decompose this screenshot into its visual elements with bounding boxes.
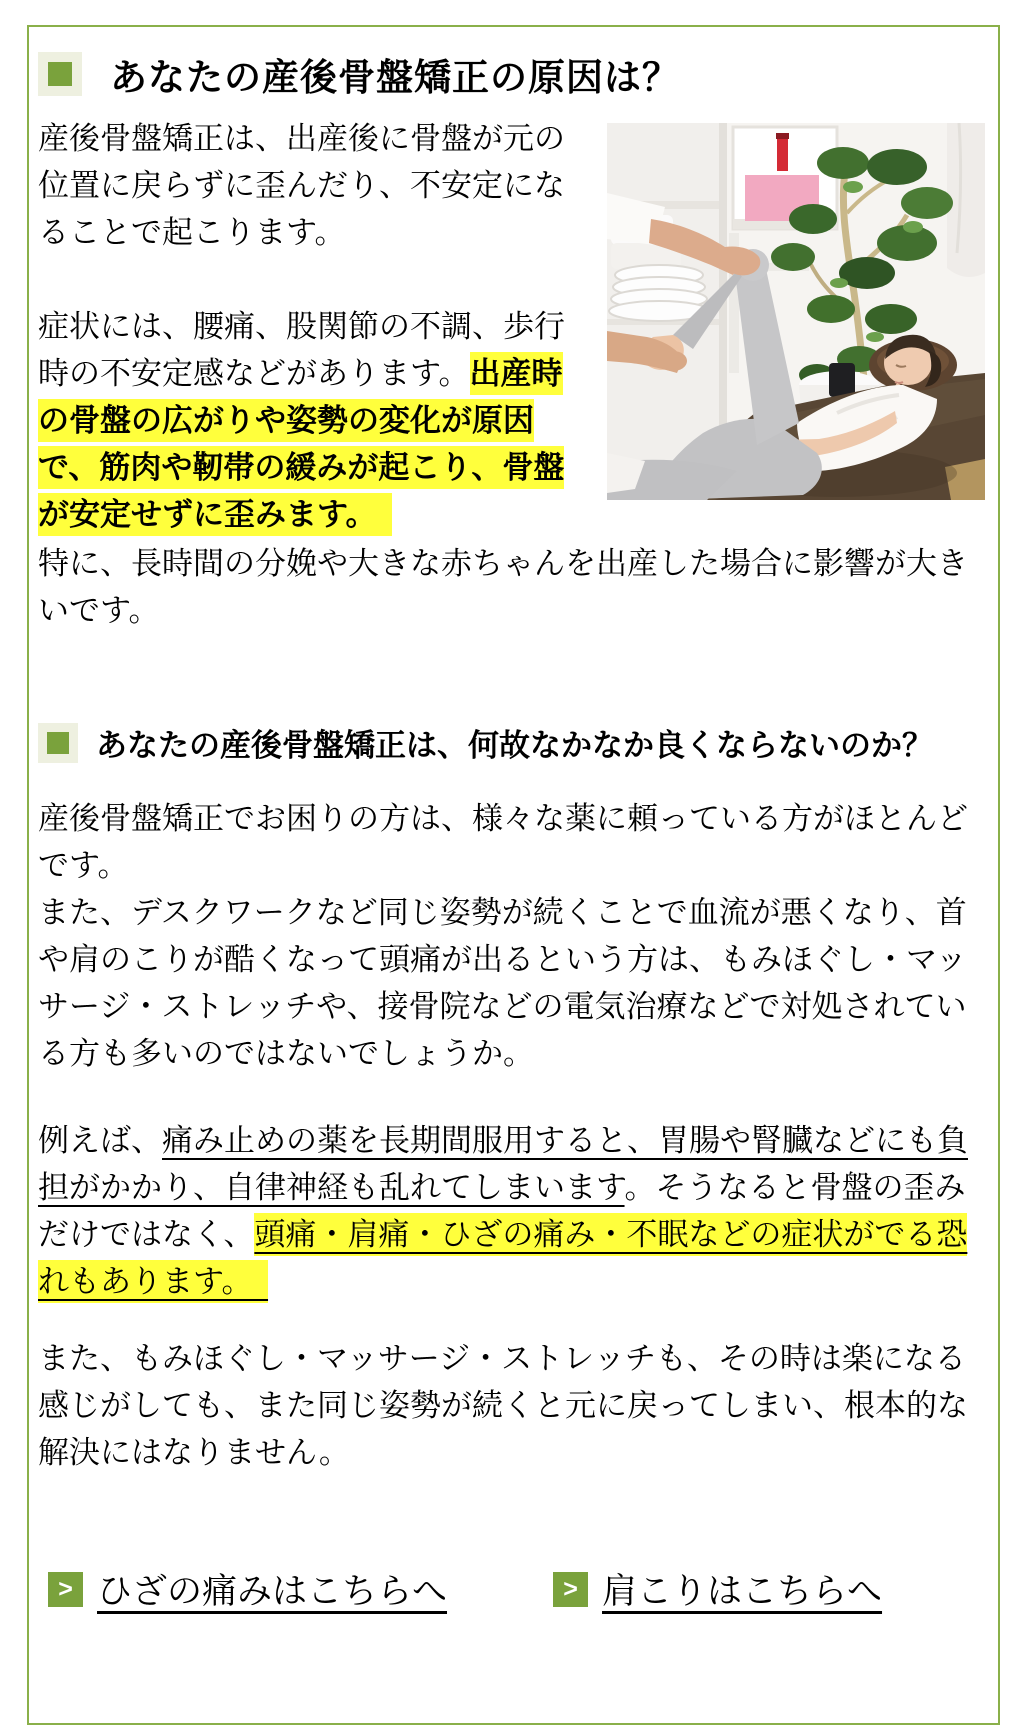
section2-heading <box>38 720 985 765</box>
section1-heading <box>38 47 985 101</box>
section1-body <box>38 115 985 634</box>
square-icon <box>38 723 78 763</box>
example-prefix: 例えば、 <box>38 1123 162 1158</box>
paragraph-cause-intro: 産後骨盤矯正は、出産後に骨盤が元の位置に戻らずに歪んだり、不安定になることで起こります。 <box>38 121 565 250</box>
paragraph-deskwork: また、デスクワークなど同じ姿勢が続くことで血流が悪くなり、首や肩のこりが酷くなって頭痛が出るという方は、もみほぐし・マッサージ・ストレッチや、接骨院などの電気治療などで対処されている方も多いのではないでしょうか。 <box>38 895 967 1071</box>
paragraph-medicine-reliance: 産後骨盤矯正でお困りの方は、様々な薬に頼っている方がほとんどです。 <box>38 801 968 883</box>
shoulder-stiffness-link[interactable] <box>553 1564 882 1614</box>
shoulder-stiffness-link-label: 肩こりはこちらへ <box>602 1572 883 1611</box>
treatment-photo <box>607 123 985 500</box>
symptoms-text: 症状には、腰痛、股関節の不調、歩行時の不安定感などがあります。 <box>38 309 565 391</box>
highlighted-underlined-text: 頭痛・肩痛・ひざの痛み・不眠などの症状がでる恐れもあります。 <box>38 1213 967 1303</box>
middle-text: 。そうなると骨盤の歪みだけではなく、 <box>38 1170 966 1252</box>
section2-heading-text: あなたの産後骨盤矯正は、何故なかなか良くならないのか？ <box>96 728 933 763</box>
paragraph-painkiller-warning <box>38 1117 985 1305</box>
section2 <box>38 720 985 1614</box>
content-box <box>27 25 1000 1725</box>
related-links <box>48 1564 985 1614</box>
knee-pain-link-label: ひざの痛みはこちらへ <box>97 1572 448 1611</box>
chevron-right-icon: > <box>553 1572 588 1607</box>
section1-heading-text: あなたの産後骨盤矯正の原因は？ <box>110 57 680 98</box>
paragraph-delivery-impact: 特に、長時間の分娩や大きな赤ちゃんを出産した場合に影響が大きいです。 <box>38 546 968 628</box>
underlined-text: 痛み止めの薬を長期間服用すると、胃腸や腎臓などにも負担がかかり、自律神経も乱れてしまいます <box>38 1123 968 1205</box>
paragraph-massage-limits: また、もみほぐし・マッサージ・ストレッチも、その時は楽になる感じがしても、また同じ姿勢が続くと元に戻ってしまい、根本的な解決にはなりません。 <box>38 1341 968 1470</box>
knee-pain-link[interactable] <box>48 1564 447 1614</box>
chevron-right-icon: > <box>48 1572 83 1607</box>
highlighted-text: 出産時の骨盤の広がりや姿勢の変化が原因で、筋肉や靭帯の緩みが起こり、骨盤が安定せずに歪みます。 <box>38 352 564 536</box>
square-icon <box>38 52 82 96</box>
